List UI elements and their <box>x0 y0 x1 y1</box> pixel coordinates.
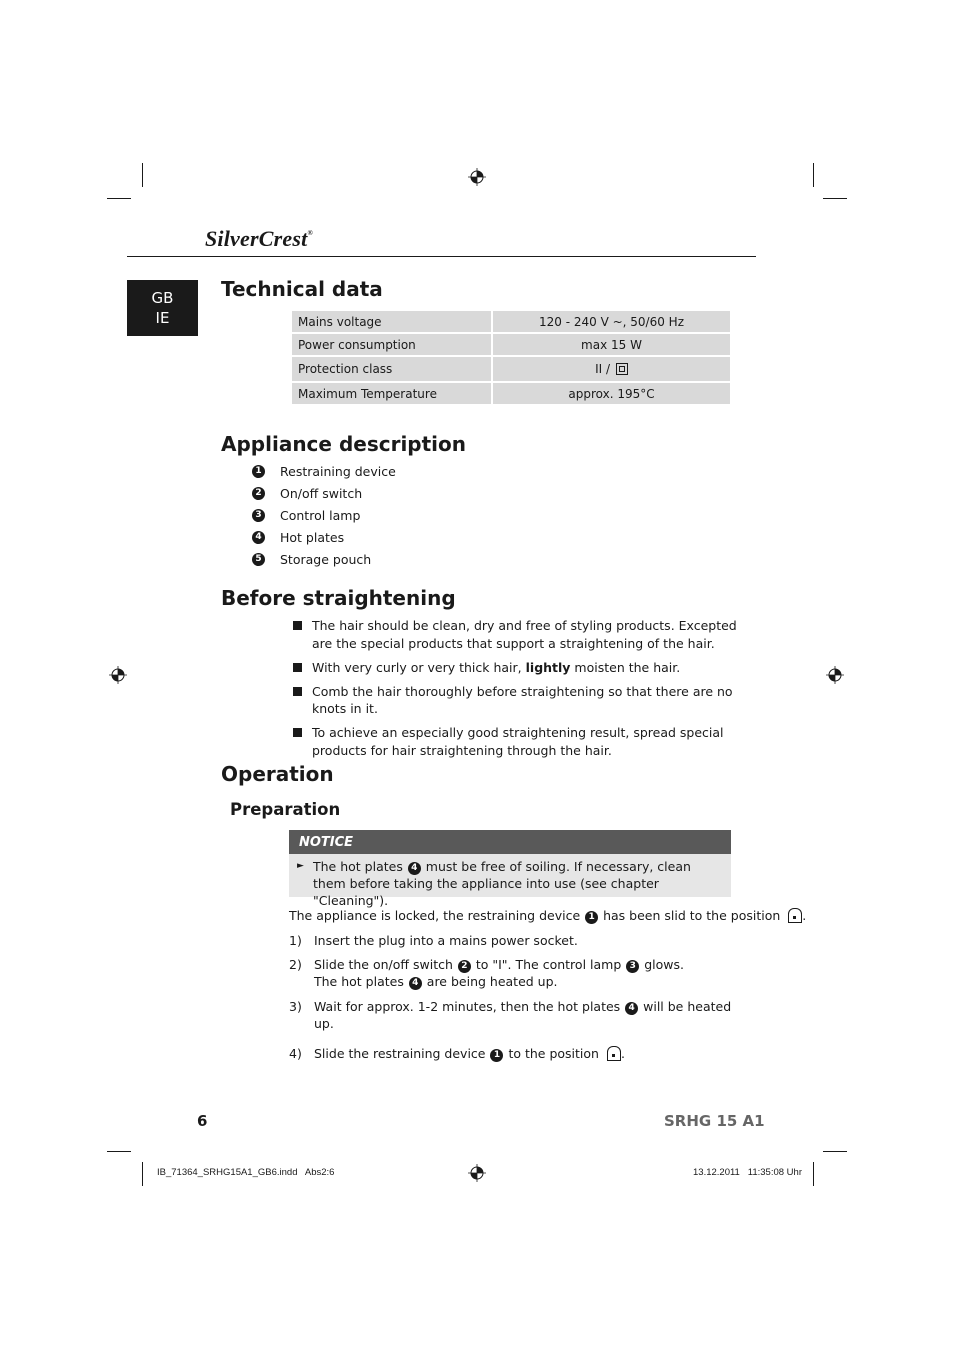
number-badge: 4 <box>408 862 421 875</box>
crop-mark <box>813 1162 814 1186</box>
parts-list <box>252 460 396 570</box>
number-badge: 2 <box>252 487 265 500</box>
table-cell-label: Protection class <box>292 357 491 381</box>
language-code: IE <box>155 309 170 327</box>
list-item: 4) Slide the restraining device 1 to the position . <box>289 1046 625 1061</box>
table-cell-label: Power consumption <box>292 334 491 355</box>
list-item: 2) Slide the on/off switch 2 to "I". The control lamp 3 glows. The hot plates 4 are being heated up. <box>289 957 684 989</box>
language-code: GB <box>151 289 174 307</box>
number-badge: 3 <box>626 960 639 973</box>
technical-data-table <box>290 309 732 406</box>
table-cell-value: max 15 W <box>493 334 730 355</box>
notice-heading: NOTICE <box>289 830 731 854</box>
step-number: 1) <box>289 933 302 948</box>
notice-body: ► The hot plates 4 must be free of soiling. If necessary, clean them before taking the appliance into use (see chapter "Cleaning"). <box>289 854 731 897</box>
bullet-square-icon <box>293 663 302 672</box>
number-badge: 3 <box>252 509 265 522</box>
table-cell-value: approx. 195°C <box>493 383 730 404</box>
table-row <box>292 311 730 332</box>
section-title-operation: Operation <box>221 762 334 786</box>
step-number: 2) <box>289 957 302 972</box>
table-row <box>292 383 730 404</box>
list-item: 3) Wait for approx. 1-2 minutes, then the hot plates 4 will be heated up. <box>289 999 736 1031</box>
protection-class-ii-icon <box>616 363 628 375</box>
crop-mark <box>823 1151 847 1152</box>
registration-mark-icon <box>826 666 844 684</box>
list-item: 1) Insert the plug into a mains power socket. <box>289 933 578 948</box>
number-badge: 1 <box>252 465 265 478</box>
part-label: Storage pouch <box>280 551 372 567</box>
model-number: SRHG 15 A1 <box>664 1112 765 1130</box>
list-item: To achieve an especially good straightening result, spread special products for hair straightening through the hair. <box>292 724 740 759</box>
table-cell-label: Mains voltage <box>292 311 491 332</box>
file-slug: IB_71364_SRHG15A1_GB6.indd Abs2:6 <box>157 1167 335 1178</box>
registration-mark-icon <box>468 168 486 186</box>
locked-paragraph: The appliance is locked, the restraining device 1 has been slid to the position . <box>289 908 807 923</box>
subsection-title-preparation: Preparation <box>230 800 341 819</box>
list-item <box>252 548 396 570</box>
bullet-square-icon <box>293 687 302 696</box>
number-badge: 5 <box>252 553 265 566</box>
number-badge: 2 <box>458 960 471 973</box>
language-tab <box>127 280 198 336</box>
table-row <box>292 334 730 355</box>
number-badge: 1 <box>585 911 598 924</box>
list-item <box>252 504 396 526</box>
section-title-technical-data: Technical data <box>221 277 383 301</box>
table-cell-value: 120 - 240 V ~, 50/60 Hz <box>493 311 730 332</box>
part-label: Hot plates <box>280 529 345 545</box>
step-number: 4) <box>289 1046 302 1061</box>
step-number: 3) <box>289 999 302 1014</box>
notice-box <box>289 830 731 908</box>
section-title-before-straightening: Before straightening <box>221 586 456 610</box>
part-label: On/off switch <box>280 485 363 501</box>
date-slug: 13.12.2011 11:35:08 Uhr <box>693 1167 802 1178</box>
crop-mark <box>107 198 131 199</box>
bullet-square-icon <box>293 621 302 630</box>
bullet-square-icon <box>293 728 302 737</box>
crop-mark <box>823 198 847 199</box>
crop-mark <box>142 1162 143 1186</box>
table-row <box>292 357 730 381</box>
list-item <box>252 460 396 482</box>
list-item <box>252 526 396 548</box>
table-cell-label: Maximum Temperature <box>292 383 491 404</box>
number-badge: 4 <box>252 531 265 544</box>
list-item <box>252 482 396 504</box>
table-cell-value: II / <box>493 357 730 381</box>
crop-mark <box>107 1151 131 1152</box>
lock-position-icon <box>607 1046 621 1061</box>
arrow-right-icon: ► <box>297 861 304 871</box>
list-item: Comb the hair thoroughly before straightening so that there are no knots in it. <box>292 683 740 718</box>
crop-mark <box>142 163 143 187</box>
registration-mark-icon <box>468 1164 486 1182</box>
lock-position-icon <box>788 908 802 923</box>
section-title-appliance-description: Appliance description <box>221 432 467 456</box>
registration-mark-icon <box>109 666 127 684</box>
part-label: Restraining device <box>280 463 396 479</box>
list-item: The hair should be clean, dry and free of styling products. Excepted are the special products that support a straightening of the hair. <box>292 617 740 652</box>
number-badge: 1 <box>490 1049 503 1062</box>
number-badge: 4 <box>409 977 422 990</box>
page-number: 6 <box>197 1112 208 1130</box>
header-rule <box>127 256 756 257</box>
steps-list <box>289 932 749 1062</box>
crop-mark <box>813 163 814 187</box>
list-item: With very curly or very thick hair, lightly moisten the hair. <box>292 659 740 677</box>
instructions-list <box>292 617 740 766</box>
number-badge: 4 <box>625 1002 638 1015</box>
brand-logo: SilverCrest® <box>205 226 313 251</box>
part-label: Control lamp <box>280 507 361 523</box>
